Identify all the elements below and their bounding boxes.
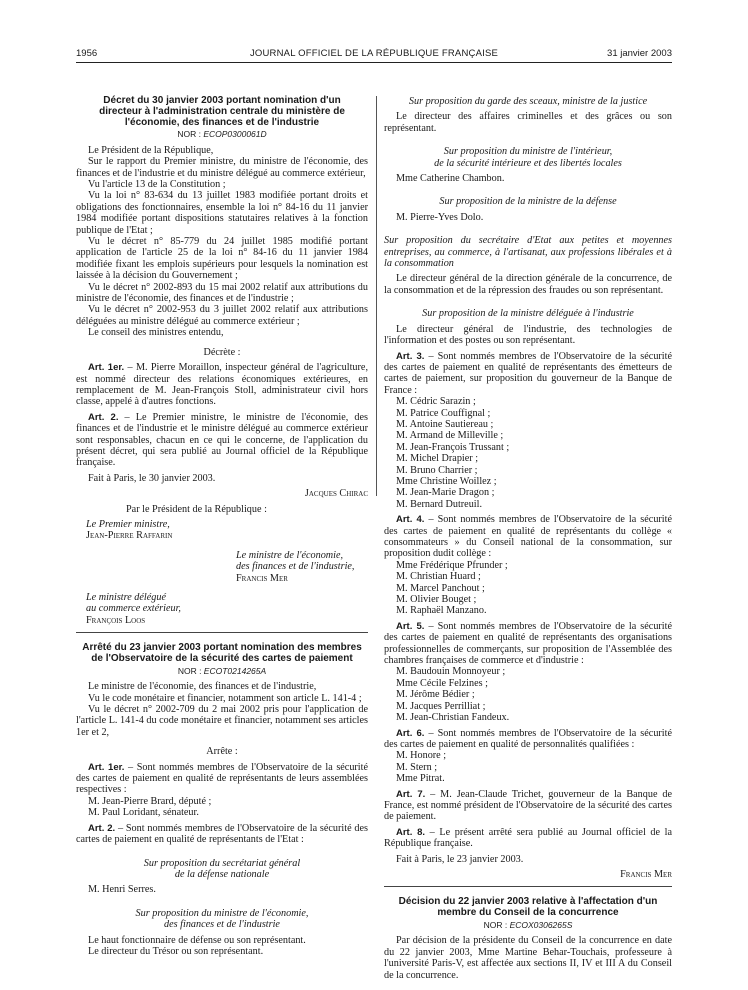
delegate-title-1: Le ministre délégué: [86, 592, 166, 604]
decret-visa-line: Vu la loi n° 83-634 du 13 juillet 1983 modifiée portant droits et obligations des fonctionnaires, ensemble la loi n° 84-16 du 11 janvier 1984 modifiée portant dispositions statutaires relatives à la fonction publique de l'Etat ;: [76, 190, 368, 236]
decret-visa-line: Vu l'article 13 de la Constitution ;: [88, 179, 226, 191]
article-label: Art. 7.: [396, 788, 426, 800]
arrete-article-3: [384, 351, 672, 397]
decret-title: Décret du 30 janvier 2003 portant nomination d'un directeur à l'administration centrale du ministère de l'économie, des finances et de l'industrie: [99, 95, 345, 128]
decret-article-1: [76, 362, 368, 408]
article-label: Art. 8.: [396, 826, 426, 838]
article-text: – Le présent arrêté sera publié au Journal officiel de la République française.: [384, 826, 672, 850]
member-item: M. Cédric Sarazin ;: [396, 396, 476, 408]
section-separator: [76, 632, 368, 633]
decret-nor: [76, 129, 368, 140]
member-item: M. Marcel Panchout ;: [396, 582, 485, 594]
member-item: Le haut fonctionnaire de défense ou son représentant.: [88, 934, 306, 946]
member-item: M. Jérôme Bédier ;: [396, 689, 475, 701]
article-label: Art. 2.: [88, 411, 119, 423]
interieur-heading-2: de la sécurité intérieure et des libertés locales: [434, 157, 622, 169]
sg-heading-1: Sur proposition du secrétariat général: [143, 857, 301, 869]
member-item: Mme Frédérique Pfrunder ;: [396, 559, 508, 571]
article-text: – Sont nommés membres de l'Observatoire de la sécurité des cartes de paiement en qualité de représentants des organisations professionnelles de commerçants, sur proposition de l'Assemblée des chambres françaises de commerce et d'industrie :: [384, 620, 672, 667]
member-item: M. Christian Huard ;: [396, 571, 481, 583]
nor-label: NOR :: [483, 919, 510, 930]
article-text: – Sont nommés membres de l'Observatoire de la sécurité des cartes de paiement en qualité de représentants du collège « consommateurs » du Conseil national de la consommation, sur proposition dudit collège :: [384, 514, 672, 560]
arrete-fait: Fait à Paris, le 23 janvier 2003.: [396, 853, 524, 865]
arrete-visa-line: Vu le décret n° 2002-709 du 2 mai 2002 pris pour l'application de l'article L. 141-4 du code monétaire et financier, notamment ses articles 1er et 2,: [76, 704, 368, 738]
decret-visa-line: Le conseil des ministres entendu,: [88, 327, 224, 339]
sg-heading-2: de la défense nationale: [174, 868, 270, 880]
delegate-title-2: au commerce extérieur,: [86, 603, 181, 615]
member-item: M. Jean-Marie Dragon ;: [396, 487, 495, 499]
arrete-visa-line: Vu le code monétaire et financier, notamment son article L. 141-4 ;: [88, 692, 362, 704]
article-label: Art. 6.: [396, 727, 425, 739]
article-text: – Le Premier ministre, le ministre de l'économie, des finances et de l'industrie et le ministre délégué au commerce extérieur sont responsables, chacun en ce qui le concerne, de l'application du présent décret, qui sera publié au Journal officiel de la République française.: [76, 411, 368, 469]
member-item: M. Olivier Bouget ;: [396, 594, 477, 606]
industrie-text: Le directeur général de l'industrie, des technologies de l'information et des postes ou son représentant.: [384, 323, 672, 347]
article-text: – Sont nommés membres de l'Observatoire de la sécurité des cartes de paiement en qualité de représentants des émetteurs de cartes de paiement, sur proposition du gouverneur de la Banque de France :: [384, 350, 672, 396]
pm-name: Jean-Pierre Raffarin: [86, 530, 173, 542]
arrete-visa-line: Le ministre de l'économie, des finances et de l'industrie,: [88, 681, 317, 693]
header-rule: [76, 62, 672, 63]
member-item: M. Raphaël Manzano.: [396, 605, 487, 617]
nor-code: ECOT0214265A: [203, 665, 267, 676]
member-item: Mme Cécile Felzines ;: [396, 677, 488, 689]
article-label: Art. 3.: [396, 350, 425, 362]
article-label: Art. 5.: [396, 620, 425, 632]
arrete-article-8: [384, 827, 672, 850]
eco-heading-1: Sur proposition du ministre de l'économie,: [135, 907, 309, 919]
nor-code: ECOX0306265S: [509, 919, 573, 930]
left-column: [76, 96, 368, 957]
member-item: M. Armand de Milleville ;: [396, 430, 504, 442]
interieur-heading-1: Sur proposition du ministre de l'intérieur,: [443, 146, 613, 158]
journal-title: JOURNAL OFFICIEL DE LA RÉPUBLIQUE FRANÇAISE: [249, 48, 499, 59]
member-item: Mme Catherine Chambon.: [396, 173, 505, 185]
industrie-heading: Sur proposition de la ministre déléguée à l'industrie: [422, 308, 634, 320]
issue-date: 31 janvier 2003: [607, 48, 672, 59]
member-item: Le directeur du Trésor ou son représentant.: [88, 945, 264, 957]
decrete-heading: Décrète :: [203, 346, 241, 358]
decision-title: Décision du 22 janvier 2003 relative à l'affectation d'un membre du Conseil de la concurrence: [398, 896, 658, 919]
decret-par: Par le Président de la République :: [126, 503, 267, 515]
member-item: M. Patrice Couffignal ;: [396, 407, 491, 419]
member-item: M. Antoine Sautiereau ;: [396, 418, 494, 430]
section-separator: [384, 886, 672, 887]
member-item: M. Stern ;: [396, 761, 438, 773]
decret-signer: Jacques Chirac: [304, 488, 368, 500]
arrete-nor: [76, 666, 368, 677]
member-item: M. Michel Drapier ;: [396, 453, 479, 465]
pme-heading: Sur proposition du secrétaire d'Etat aux petites et moyennes entreprises, au commerce, à l'artisanat, aux professions libérales et à la consommation: [384, 235, 672, 270]
nor-label: NOR :: [177, 129, 204, 140]
member-item: M. Jean-Pierre Brard, député ;: [88, 795, 212, 807]
article-label: Art. 1er.: [88, 362, 125, 374]
member-item: M. Bruno Charrier ;: [396, 464, 478, 476]
arrete-signer: Francis Mer: [620, 868, 672, 880]
member-item: Mme Christine Woillez ;: [396, 475, 497, 487]
right-column: [384, 96, 672, 981]
minister-name: Francis Mer: [236, 572, 288, 584]
arrete-article-5: [384, 621, 672, 667]
column-divider: [376, 96, 377, 496]
article-text: – M. Jean-Claude Trichet, gouverneur de la Banque de France, est nommé président de l'Observatoire de la sécurité des cartes de paiement.: [384, 788, 672, 823]
member-item: M. Pierre-Yves Dolo.: [396, 211, 484, 223]
decret-article-2: [76, 412, 368, 469]
pm-title: Le Premier ministre,: [86, 518, 170, 530]
arrete-title: Arrêté du 23 janvier 2003 portant nomination des membres de l'Observatoire de la sécurité des cartes de paiement: [82, 642, 362, 665]
article-text: – Sont nommés membres de l'Observatoire de la sécurité des cartes de paiement en qualité de représentants de leurs assemblées respectives :: [76, 761, 368, 796]
member-item: M. Henri Serres.: [88, 884, 156, 896]
delegate-name: François Loos: [86, 614, 146, 626]
decret-visa-line: Sur le rapport du Premier ministre, du ministre de l'économie, des finances et de l'industrie et du ministre délégué au commerce extérieur,: [76, 156, 368, 179]
member-item: M. Paul Loridant, sénateur.: [88, 807, 199, 819]
article-text: – M. Pierre Moraillon, inspecteur général de l'agriculture, est nommé directeur des relations économiques extérieures, en remplacement de M. Jean-François Stoll, administrateur civil hors classe, appelé à d'autres fonctions.: [76, 362, 368, 408]
justice-text: Le directeur des affaires criminelles et des grâces ou son représentant.: [384, 111, 672, 134]
page-header: [76, 48, 672, 62]
article-text: – Sont nommés membres de l'Observatoire de la sécurité des cartes de paiement en qualité de représentants de l'Etat :: [76, 822, 368, 846]
article-label: Art. 1er.: [88, 761, 125, 773]
decret-fait: Fait à Paris, le 30 janvier 2003.: [88, 472, 216, 484]
article-label: Art. 4.: [396, 514, 425, 526]
nor-code: ECOP0300061D: [203, 129, 267, 140]
article-label: Art. 2.: [88, 822, 116, 834]
arrete-article-2: [76, 823, 368, 846]
decision-text: Par décision de la présidente du Conseil de la concurrence en date du 22 janvier 2003, Mme Martine Behar-Touchais, professeure à l'université Paris-V, est affectée aux sections II, IV et III A du Conseil de la concurrence.: [384, 935, 672, 981]
article-text: – Sont nommés membres de l'Observatoire de la sécurité des cartes de paiement en qualité de personnalités qualifiées :: [384, 727, 672, 750]
member-item: Mme Pitrat.: [396, 773, 445, 785]
decret-visa-line: Le Président de la République,: [88, 144, 214, 156]
nor-label: NOR :: [177, 665, 204, 676]
justice-heading: Sur proposition du garde des sceaux, ministre de la justice: [408, 96, 648, 107]
decret-visa-line: Vu le décret n° 85-779 du 24 juillet 1985 modifié portant application de l'article 25 de la loi n° 84-16 du 11 janvier 1984 modifiée fixant les emplois supérieurs pour lesquels la nomination est laissée à la décision du Gouvernement ;: [76, 236, 368, 282]
defense-heading: Sur proposition de la ministre de la défense: [439, 196, 617, 208]
decret-visa-line: Vu le décret n° 2002-893 du 15 mai 2002 relatif aux attributions du ministre de l'économie, des finances et de l'industrie ;: [76, 281, 368, 305]
decret-visa-line: Vu le décret n° 2002-953 du 3 juillet 2002 relatif aux attributions déléguées au ministre délégué au commerce extérieur ;: [76, 304, 368, 327]
member-item: M. Jean-François Trussant ;: [396, 441, 510, 453]
arrete-article-7: [384, 789, 672, 823]
arrete-article-4: [384, 514, 672, 560]
minister-title-1: Le ministre de l'économie,: [236, 549, 344, 561]
decision-nor: [384, 920, 672, 931]
member-item: M. Jean-Christian Fandeux.: [396, 712, 510, 724]
member-item: M. Baudouin Monnoyeur ;: [396, 666, 506, 678]
arrete-article-1: [76, 762, 368, 796]
member-item: M. Jacques Perrilliat ;: [396, 700, 486, 712]
arrete-article-6: [384, 728, 672, 751]
page-number: 1956: [76, 48, 98, 59]
member-item: M. Honore ;: [396, 750, 447, 762]
minister-title-2: des finances et de l'industrie,: [236, 561, 355, 573]
pme-text: Le directeur général de la direction générale de la concurrence, de la consommation et de la répression des fraudes ou son représentant.: [384, 273, 672, 296]
arrete-heading: Arrête :: [206, 746, 238, 758]
member-item: M. Bernard Dutreuil.: [396, 498, 483, 510]
eco-heading-2: des finances et de l'industrie: [164, 919, 280, 931]
